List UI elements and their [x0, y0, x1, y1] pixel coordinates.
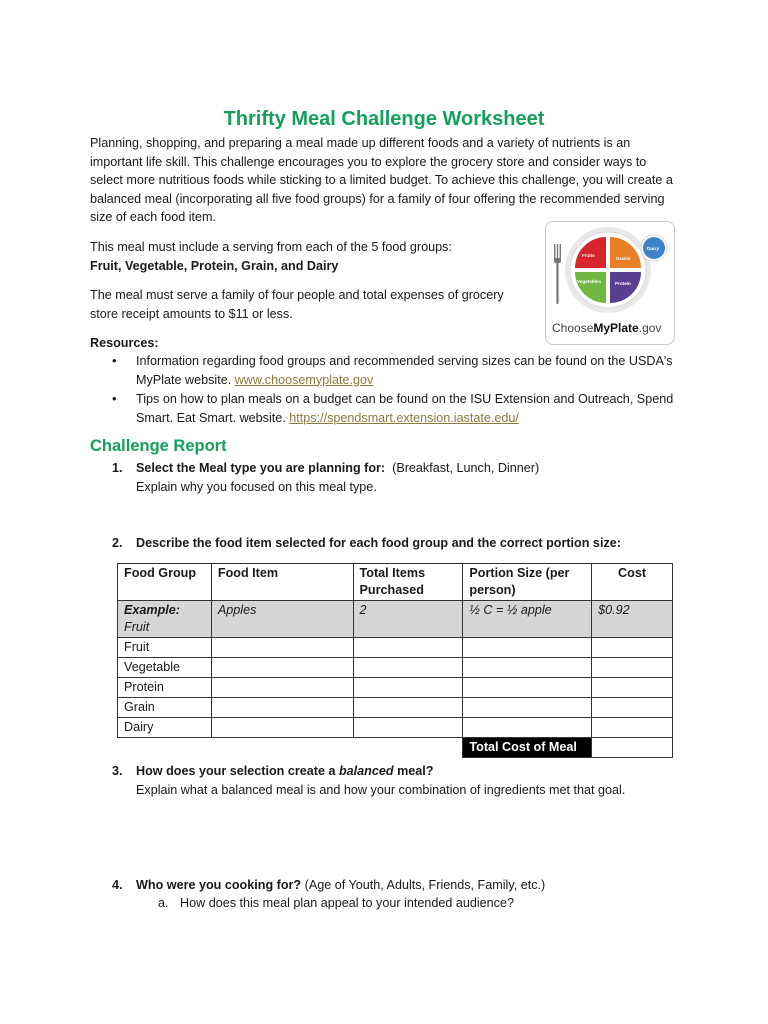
- header-food-group: Food Group: [118, 564, 212, 601]
- requirement-text: This meal must include a serving from each of the 5 food groups:: [90, 240, 452, 254]
- intro-paragraph: Planning, shopping, and preparing a meal made up different foods and a variety of nutrients is an important life skill. This challenge encourages you to explore the grocery store and consider ways to select more nutritious foods while sticking to a limited budget. To achieve this challenge, you will create a balanced meal (incorporating all five food groups) for a family of four offering the recommended serving size of each food item.: [90, 136, 673, 225]
- resource-text: Tips on how to plan meals on a budget can be found on the ISU Extension and Outreach, Spend Smart. Eat Smart. website.: [136, 392, 674, 425]
- resource-item: [112, 352, 682, 390]
- food-item-cell[interactable]: [211, 698, 353, 718]
- cost-cell[interactable]: [592, 678, 673, 698]
- table-row: [118, 678, 673, 698]
- header-portion-size: Portion Size (per person): [463, 564, 592, 601]
- portion-cell[interactable]: [463, 658, 592, 678]
- total-items-cell[interactable]: [353, 638, 463, 658]
- question-text: Describe the food item selected for each food group and the correct portion size:: [136, 536, 621, 550]
- food-item-cell[interactable]: [211, 678, 353, 698]
- emphasis-balanced: balanced: [338, 764, 394, 778]
- table-row: [118, 638, 673, 658]
- example-group-cell: [118, 601, 212, 638]
- header-food-item: Food Item: [211, 564, 353, 601]
- food-item-cell[interactable]: [211, 638, 353, 658]
- myplate-logo: [545, 221, 675, 345]
- question-number: 2.: [112, 536, 123, 550]
- table-row: [118, 698, 673, 718]
- header-total-items: Total Items Purchased: [353, 564, 463, 601]
- myplate-graphic: [546, 222, 674, 344]
- question-options: (Breakfast, Lunch, Dinner): [392, 461, 540, 475]
- portion-cell[interactable]: [463, 638, 592, 658]
- requirement-food-groups: [90, 238, 520, 275]
- sub-question-text: How does this meal plan appeal to your intended audience?: [180, 896, 514, 910]
- table-row-example: [118, 601, 673, 638]
- challenge-report-heading: Challenge Report: [90, 437, 227, 455]
- question-number: 4.: [112, 878, 123, 892]
- spendsmart-link[interactable]: https://spendsmart.extension.iastate.edu/: [289, 410, 519, 425]
- food-group-table: [117, 563, 673, 758]
- food-group-fruit: Fruit: [118, 638, 212, 658]
- sub-question-letter: a.: [158, 896, 169, 910]
- choosemyplate-wordmark: ChooseMyPlate.gov: [552, 321, 662, 335]
- resource-text: Information regarding food groups and recommended serving sizes can be found on the USDA's MyPlate website.: [136, 354, 673, 387]
- food-group-protein: Protein: [118, 678, 212, 698]
- question-4a: [158, 894, 658, 913]
- resources-heading: Resources:: [90, 336, 159, 350]
- question-instruction: Explain why you focused on this meal type.: [136, 479, 377, 494]
- portion-cell[interactable]: [463, 678, 592, 698]
- question-number: 1.: [112, 461, 123, 475]
- header-cost: Cost: [592, 564, 673, 601]
- question-instruction: Explain what a balanced meal is and how your combination of ingredients met that goal.: [136, 782, 626, 797]
- question-text: Select the Meal type you are planning for:: [136, 461, 386, 475]
- table-row: [118, 718, 673, 738]
- portion-cell[interactable]: [463, 718, 592, 738]
- table-row: [118, 658, 673, 678]
- resource-item: [112, 390, 682, 428]
- cost-cell[interactable]: [592, 638, 673, 658]
- bullet: •: [112, 391, 117, 406]
- total-cost-cell[interactable]: [592, 738, 673, 758]
- cost-cell[interactable]: [592, 718, 673, 738]
- cost-cell[interactable]: [592, 658, 673, 678]
- food-item-cell[interactable]: [211, 718, 353, 738]
- page-title: Thrifty Meal Challenge Worksheet: [223, 108, 545, 130]
- example-portion: ½ C = ½ apple: [463, 601, 592, 638]
- question-options: (Age of Youth, Adults, Friends, Family, etc.): [304, 878, 546, 892]
- requirement-budget: The meal must serve a family of four people and total expenses of grocery store receipt amounts to $11 or less.: [90, 288, 504, 321]
- bullet: •: [112, 353, 117, 368]
- question-number: 3.: [112, 764, 123, 778]
- example-count: 2: [353, 601, 463, 638]
- food-group-vegetable: Vegetable: [118, 658, 212, 678]
- total-cost-label: Total Cost of Meal: [463, 738, 592, 758]
- food-groups-list: Fruit, Vegetable, Protein, Grain, and Dairy: [90, 258, 339, 273]
- cost-cell[interactable]: [592, 698, 673, 718]
- fruits-label: Fruits: [582, 253, 595, 258]
- total-items-cell[interactable]: [353, 658, 463, 678]
- table-total-row: [118, 738, 673, 758]
- grains-label: Grains: [616, 256, 631, 261]
- table-header-row: [118, 564, 673, 601]
- food-group-dairy: Dairy: [118, 718, 212, 738]
- protein-label: Protein: [615, 281, 631, 286]
- question-text: Who were you cooking for?: [136, 878, 302, 892]
- total-items-cell[interactable]: [353, 718, 463, 738]
- vegetables-label: Vegetables: [577, 279, 602, 284]
- example-item: Apples: [211, 601, 353, 638]
- total-items-cell[interactable]: [353, 698, 463, 718]
- choosemyplate-link[interactable]: www.choosemyplate.gov: [234, 372, 374, 387]
- food-group-grain: Grain: [118, 698, 212, 718]
- portion-cell[interactable]: [463, 698, 592, 718]
- question-text: How does your selection create a balanced meal?: [136, 764, 434, 778]
- example-label: Example:: [124, 603, 180, 617]
- dairy-label: Dairy: [647, 247, 659, 252]
- fork-icon: [554, 244, 561, 304]
- example-cost: $0.92: [592, 601, 673, 638]
- food-item-cell[interactable]: [211, 658, 353, 678]
- example-group: Fruit: [124, 620, 150, 634]
- total-items-cell[interactable]: [353, 678, 463, 698]
